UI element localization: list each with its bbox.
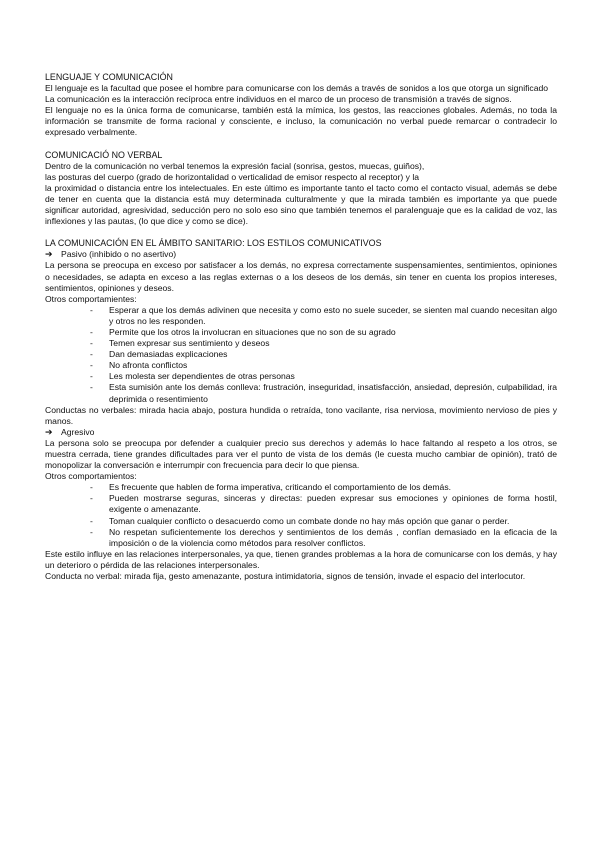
dash-bullet: - [90,526,93,537]
list-item [45,360,557,371]
dash-bullet: - [90,493,93,504]
dash-bullet: - [90,382,93,393]
list-item-text: Toman cualquier conflicto o desacuerdo como un combate donde no hay más opción que ganar o perder. [109,515,510,526]
list-item [45,516,557,527]
list-item-text: Es frecuente que hablen de forma imperativa, criticando el comportamiento de los demás. [109,482,452,493]
paragraph: Conductas no verbales: mirada hacia abajo, postura hundida o retraída, tono vacilante, risa nerviosa, movimiento nervioso de pies y manos. [45,404,557,426]
subheading-label: Pasivo (inhibido o no asertivo) [61,249,177,260]
section-heading: LA COMUNICACIÓN EN EL ÁMBITO SANITARIO: LOS ESTILOS COMUNICATIVOS [45,238,382,249]
section-heading: LENGUAJE Y COMUNICACIÓN [45,72,173,82]
dash-bullet: - [90,338,93,349]
section-lenguaje [45,72,557,139]
list-item-text: No respetan suficientemente los derechos y sentimientos de los demás , confían demasiado en la eficacia de la imposición o de la violencia como métodos para resolver conflictos. [109,526,557,548]
paragraph: La comunicación es la interacción recíproca entre individuos en el marco de un proceso de transmisión a través de signos. [45,94,512,105]
list-label: Otros comportamientos: [45,471,137,482]
list-item [45,482,557,493]
dash-bullet: - [90,349,93,360]
arrow-right-icon: ➔ [45,426,53,437]
list-item [45,527,557,549]
paragraph: la proximidad o distancia entre los intelectuales. En este último es importante tanto el tacto como el contacto visual, además se debe de tener en cuenta que la distancia está muy determinada culturalmente y que la mirada también es importante ya que puede significar autoridad, agresividad, seducción pero no solo eso sino que también tenemos el paralenguaje que es la calidad de voz, las inflexiones y las pautas, (lo que dice y como se dice). [45,182,557,227]
paragraph: Dentro de la comunicación no verbal tenemos la expresión facial (sonrisa, gestos, muecas, guiños), [45,160,425,171]
behavior-list-agresivo [45,482,557,549]
dash-bullet: - [90,304,93,315]
list-item-text: Dan demasiadas explicaciones [109,349,228,360]
subheading-pasivo [45,249,557,260]
dash-bullet: - [90,482,93,493]
paragraph: las posturas del cuerpo (grado de horizontalidad o verticalidad de emisor respecto al receptor) y la [45,171,420,182]
paragraph: Conducta no verbal: mirada fija, gesto amenazante, postura intimidatoria, signos de tensión, invade el espacio del interlocutor. [45,571,526,582]
list-item-text: Les molesta ser dependientes de otras personas [109,371,295,382]
list-label: Otros comportamientes: [45,293,137,304]
paragraph: La persona se preocupa en exceso por satisfacer a los demás, no expresa correctamente suspensamientes, sentimientos, opiniones o necesidades, se adapta en exceso a las reglas externas o a los deseos de los demás, sin tener en cuenta los propios intereses, sentimientos, opiniones y deseos. [45,260,557,293]
list-item-text: Permite que los otros la involucran en situaciones que no son de su agrado [109,326,396,337]
list-item [45,338,557,349]
list-item-text: Temen expresar sus sentimiento y deseos [109,338,270,349]
subheading-agresivo [45,427,557,438]
list-item [45,493,557,515]
list-item [45,371,557,382]
arrow-right-icon: ➔ [45,249,53,260]
section-no-verbal [45,150,557,228]
behavior-list-pasivo [45,305,557,405]
list-item-text: Esperar a que los demás adivinen que necesita y como esto no suele suceder, se sienten mal cuando necesitan algo y otros no les responden. [109,304,557,326]
list-item-text: Pueden mostrarse seguras, sinceras y directas: pueden expresar sus emociones y opiniones de forma hostil, exigente o amenazante. [109,493,557,515]
dash-bullet: - [90,326,93,337]
paragraph: Este estilo influye en las relaciones interpersonales, ya que, tienen grandes problemas a la hora de comunicarse con los demás, y hay un deterioro o pérdida de las relaciones interpersonales. [45,548,557,570]
section-estilos [45,238,557,582]
paragraph: La persona solo se preocupa por defender a cualquier precio sus derechos y además lo hace faltando al respeto a los otros, se muestra cerrada, tiene grandes dificultades para ver el punto de vista de los demás (le cuesta mucho cambiar de opinión), trató de monopolizar la conversación e interrumpir con frecuencia para decir lo que piensa. [45,437,557,471]
dash-bullet: - [90,515,93,526]
dash-bullet: - [90,371,93,382]
list-item [45,305,557,327]
section-heading: COMUNICACIÓ NO VERBAL [45,149,163,160]
paragraph: El lenguaje no es la única forma de comunicarse, también está la mímica, los gestos, las reacciones globales. Además, no toda la información se transmite de forma racional y consciente, e incluso, la comunicación no verbal puede remarcar o contradecir lo expresado verbalmente. [45,105,557,138]
paragraph: El lenguaje es la facultad que posee el hombre para comunicarse con los demás a través de sonidos a los que otorga un significado [45,83,549,94]
list-item [45,349,557,360]
list-item-text: Esta sumisión ante los demás conlleva: frustración, inseguridad, insatisfacción, ansiedad, depresión, culpabilidad, ira deprimida o resentimiento [109,382,557,404]
list-item-text: No afronta conflictos [109,360,188,371]
subheading-label: Agresivo [61,426,95,437]
list-item [45,382,557,404]
dash-bullet: - [90,360,93,371]
list-item [45,327,557,338]
document-body [45,72,557,582]
